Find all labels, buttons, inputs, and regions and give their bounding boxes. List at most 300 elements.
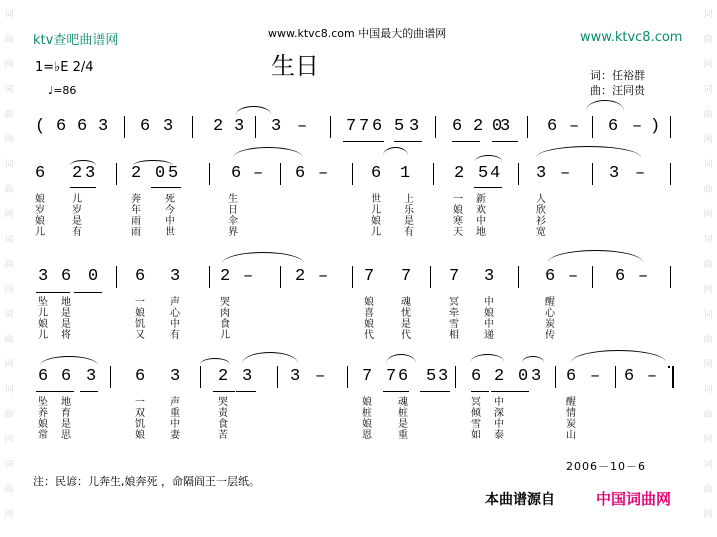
note-number: –: [243, 267, 254, 286]
beam-underline: [236, 391, 256, 392]
note-number: 6: [371, 164, 382, 183]
lyric-char: 是: [61, 308, 71, 319]
lyric-char: 忧: [401, 308, 411, 319]
slur: [70, 160, 96, 171]
watermark-column-left: [2, 0, 16, 537]
lyric-char: 天: [453, 227, 463, 238]
lyric-char: 情: [566, 408, 576, 419]
watermark-char: 词: [4, 385, 14, 395]
bar-line: [672, 366, 674, 388]
lyric-char: 哭: [220, 297, 230, 308]
lyric-char: 传: [545, 330, 555, 341]
note-number: –: [569, 117, 580, 136]
bar-line: [435, 116, 436, 138]
lyric-char: 新: [476, 194, 486, 205]
lyric-char: 苦: [218, 430, 228, 441]
watermark-column-right: [701, 0, 715, 537]
lyric-char: 魂: [401, 297, 411, 308]
lyric-char: 死: [165, 194, 175, 205]
bar-line: [116, 163, 117, 185]
note-number: –: [297, 117, 308, 136]
note-number: 2: [218, 367, 229, 386]
note-number: –: [590, 367, 601, 386]
lyric-char: 食: [220, 319, 230, 330]
beam-underline: [213, 391, 235, 392]
slur: [236, 106, 271, 123]
lyric-char: 责: [218, 408, 228, 419]
lyric-char: 地: [476, 227, 486, 238]
note-number: 6: [624, 367, 635, 386]
note-number: 2: [473, 117, 484, 136]
lyric-char: 中: [170, 419, 180, 430]
bar-line: [347, 366, 348, 388]
watermark-char: 曲: [4, 185, 14, 195]
watermark-char: 词: [4, 310, 14, 320]
note-number: –: [568, 267, 579, 286]
note-number: 6: [295, 164, 306, 183]
watermark-char: 曲: [4, 335, 14, 345]
bar-line: [668, 366, 670, 368]
watermark-char: 曲: [703, 410, 713, 420]
lyric-char: 一: [135, 397, 145, 408]
lyric-char: 是: [61, 319, 71, 330]
lyric-char: 中: [170, 319, 180, 330]
lyric-char: 饥: [135, 319, 145, 330]
lyric-char: 娘: [364, 319, 374, 330]
note-number: 3: [242, 367, 253, 386]
watermark-char: 网: [703, 285, 713, 295]
slur: [571, 350, 666, 375]
lyric-char: 桩: [398, 408, 408, 419]
bar-line: [352, 266, 353, 288]
key-signature: 1=♭E 2/4: [35, 60, 94, 75]
watermark-char: 网: [4, 60, 14, 70]
lyric-char: 心: [545, 308, 555, 319]
lyric-char: 娘: [453, 205, 463, 216]
note-number: 0: [155, 164, 166, 183]
watermark-char: 曲: [703, 110, 713, 120]
lyric-char: 雨: [131, 216, 141, 227]
lyric-char: 世: [371, 194, 381, 205]
slur: [548, 250, 643, 275]
watermark-char: 网: [703, 435, 713, 445]
beam-underline: [474, 187, 502, 188]
note-number: 6: [61, 267, 72, 286]
watermark-char: 网: [703, 135, 713, 145]
lyric-char: 哭: [218, 397, 228, 408]
bar-line: [555, 366, 556, 388]
bar-line: [670, 266, 671, 288]
bar-line: [518, 163, 519, 185]
note-number: 3: [484, 267, 495, 286]
note-number: 6: [545, 267, 556, 286]
lyric-char: 饥: [135, 419, 145, 430]
watermark-char: 词: [703, 460, 713, 470]
watermark-char: 网: [703, 510, 713, 520]
lyric-char: 桩: [362, 408, 372, 419]
lyric-char: 娘: [38, 419, 48, 430]
watermark-char: 词: [703, 235, 713, 245]
lyric-char: 恩: [362, 430, 372, 441]
note-number: 3: [163, 117, 174, 136]
watermark-char: 曲: [703, 185, 713, 195]
note-number: 6: [140, 117, 151, 136]
lyric-char: 有: [170, 330, 180, 341]
note-number: 3: [531, 367, 542, 386]
slur: [233, 147, 303, 168]
note-number: 6: [372, 117, 383, 136]
note-number: 6: [452, 117, 463, 136]
note-number: 2: [454, 164, 465, 183]
bar-line: [124, 116, 125, 138]
watermark-char: 网: [703, 360, 713, 370]
lyric-char: 中: [484, 319, 494, 330]
slur: [242, 352, 298, 375]
note-number: 3: [409, 117, 420, 136]
slur: [586, 100, 624, 121]
lyric-char: 娘: [371, 216, 381, 227]
note-number: 6: [38, 367, 49, 386]
beam-underline: [394, 141, 422, 142]
note-number: –: [318, 267, 329, 286]
lyric-char: 伞: [228, 216, 238, 227]
note-number: 2: [494, 367, 505, 386]
source-site: 中国词曲网: [596, 490, 672, 508]
note-number: –: [635, 164, 646, 183]
slur: [471, 354, 504, 369]
note-number: 2: [72, 164, 83, 183]
watermark-char: 词: [703, 85, 713, 95]
note-number: –: [318, 164, 329, 183]
watermark-char: 网: [703, 60, 713, 70]
watermark-char: 网: [4, 510, 14, 520]
lyric-char: 倾: [471, 408, 481, 419]
lyric-char: 一: [453, 194, 463, 205]
beam-underline: [151, 187, 181, 188]
slur: [133, 160, 173, 171]
footnote: 注：民谚：儿奔生,娘奔死 ，命隔阎王一层纸。: [33, 475, 260, 488]
source-label: 本曲谱源自: [485, 492, 555, 508]
lyric-char: 娘: [362, 397, 372, 408]
lyric-char: 醒: [545, 297, 555, 308]
watermark-char: 曲: [703, 35, 713, 45]
lyric-char: 岁: [35, 205, 45, 216]
lyric-char: 中: [165, 216, 175, 227]
lyric-char: 养: [38, 408, 48, 419]
lyric-char: 儿: [72, 194, 82, 205]
lyric-char: 相: [449, 330, 459, 341]
lyric-char: 年: [131, 205, 141, 216]
lyric-char: 界: [228, 227, 238, 238]
lyric-char: 将: [61, 330, 71, 341]
date: 2006－10－6: [566, 460, 646, 473]
lyric-char: 今: [165, 205, 175, 216]
watermark-char: 网: [703, 210, 713, 220]
lyric-char: 中: [494, 397, 504, 408]
watermark-char: 词: [4, 460, 14, 470]
lyric-char: 娘: [35, 216, 45, 227]
note-number: 3: [98, 117, 109, 136]
lyric-char: 食: [218, 419, 228, 430]
note-number: –: [647, 367, 658, 386]
note-number: 3: [500, 117, 511, 136]
note-number: 2: [295, 267, 306, 286]
lyric-char: 上: [404, 194, 414, 205]
watermark-char: 词: [4, 160, 14, 170]
beam-underline: [343, 141, 384, 142]
note-number: 2: [131, 164, 142, 183]
lyric-char: 重: [170, 408, 180, 419]
note-number: 6: [135, 367, 146, 386]
note-number: 2: [213, 117, 224, 136]
note-number: 5: [426, 367, 437, 386]
note-number: 6: [61, 367, 72, 386]
beam-underline: [471, 391, 489, 392]
slur: [200, 358, 230, 371]
lyric-char: 奔: [131, 194, 141, 205]
note-number: 6: [35, 164, 46, 183]
lyric-char: 儿: [371, 227, 381, 238]
note-number: 3: [609, 164, 620, 183]
bar-line: [455, 366, 456, 388]
bar-line: [352, 163, 353, 185]
beam-underline: [36, 292, 70, 293]
bar-line: [670, 163, 671, 185]
note-number: 7: [449, 267, 460, 286]
lyric-char: 魂: [398, 397, 408, 408]
bar-line: [330, 116, 331, 138]
beam-underline: [452, 141, 480, 142]
lyric-char: 娘: [484, 308, 494, 319]
note-number: 5: [394, 117, 405, 136]
watermark-char: 网: [4, 360, 14, 370]
lyric-char: 醒: [566, 397, 576, 408]
watermark-char: 曲: [703, 335, 713, 345]
note-number: 2: [220, 267, 231, 286]
note-number: 7: [362, 367, 373, 386]
note-number: 6: [471, 367, 482, 386]
note-number: –: [638, 267, 649, 286]
bar-line: [430, 266, 431, 288]
note-number: 0: [518, 367, 529, 386]
note-number: 3: [536, 164, 547, 183]
lyric-char: 儿: [220, 330, 230, 341]
lyric-char: 代: [364, 330, 374, 341]
watermark-char: 曲: [4, 35, 14, 45]
lyric-char: 寒: [453, 216, 463, 227]
note-number: –: [253, 164, 264, 183]
lyric-char: 雪: [471, 419, 481, 430]
lyric-char: 妻: [170, 430, 180, 441]
lyric-char: 日: [228, 205, 238, 216]
lyric-char: 坠: [38, 297, 48, 308]
beam-underline: [80, 391, 98, 392]
note-number: 7: [359, 117, 370, 136]
note-number: 3: [86, 367, 97, 386]
note-number: 3: [271, 117, 282, 136]
lyric-char: 儿: [38, 330, 48, 341]
lyric-char: 衫: [536, 216, 546, 227]
composer-credit: 曲：汪同贵: [590, 84, 645, 97]
watermark-char: 网: [4, 435, 14, 445]
lyric-char: 坠: [38, 397, 48, 408]
watermark-char: 曲: [4, 260, 14, 270]
lyric-char: 又: [135, 330, 145, 341]
note-number: 7: [346, 117, 357, 136]
lyric-char: 递: [484, 330, 494, 341]
note-number: 3: [234, 117, 245, 136]
lyric-char: 雪: [449, 319, 459, 330]
bar-line: [433, 163, 434, 185]
note-number: 6: [231, 164, 242, 183]
lyric-char: 是: [401, 319, 411, 330]
bar-line: [209, 163, 210, 185]
lyric-char: 宽: [536, 227, 546, 238]
note-number: –: [632, 117, 643, 136]
note-number: –: [560, 164, 571, 183]
lyric-char: 中: [476, 216, 486, 227]
lyric-char: 世: [165, 227, 175, 238]
beam-underline: [420, 391, 450, 392]
beam-underline: [491, 391, 529, 392]
slur: [475, 155, 502, 168]
watermark-char: 词: [4, 10, 14, 20]
note-number: 6: [135, 267, 146, 286]
lyric-char: 冥: [449, 297, 459, 308]
note-number: 5: [478, 164, 489, 183]
song-title: 生日: [271, 52, 319, 80]
slur: [222, 252, 304, 275]
lyric-char: 代: [401, 330, 411, 341]
lyric-char: 重: [398, 430, 408, 441]
lyric-char: 娘: [362, 419, 372, 430]
tempo-marking: ♩=86: [48, 84, 77, 97]
beam-underline: [74, 292, 102, 293]
lyric-char: 牵: [449, 308, 459, 319]
note-number: 4: [490, 164, 501, 183]
lyric-char: 育: [61, 408, 71, 419]
note-number: 7: [386, 367, 397, 386]
note-number: 6: [608, 117, 619, 136]
watermark-char: 词: [4, 235, 14, 245]
lyric-char: 中: [484, 297, 494, 308]
lyric-char: 深: [494, 408, 504, 419]
lyric-char: 炭: [545, 319, 555, 330]
note-number: 0: [492, 117, 503, 136]
lyric-char: 儿: [35, 227, 45, 238]
site-tagline: www.ktvc8.com 中国最大的曲谱网: [268, 27, 447, 40]
watermark-char: 词: [703, 10, 713, 20]
slur: [536, 146, 641, 169]
lyric-char: 肉: [220, 308, 230, 319]
lyric-char: 常: [38, 430, 48, 441]
lyric-char: 是: [72, 216, 82, 227]
bar-line: [192, 116, 193, 138]
lyric-char: 是: [398, 419, 408, 430]
lyric-char: 娘: [38, 319, 48, 330]
watermark-char: 词: [703, 385, 713, 395]
lyric-char: 声: [170, 397, 180, 408]
watermark-char: 网: [4, 135, 14, 145]
note-number: 7: [401, 267, 412, 286]
lyric-char: 地: [61, 397, 71, 408]
note-number: 6: [398, 367, 409, 386]
lyricist-credit: 词：任裕群: [590, 69, 645, 82]
lyric-char: 欣: [536, 205, 546, 216]
lyric-char: 喜: [364, 308, 374, 319]
slur: [40, 356, 98, 375]
lyric-char: 泰: [494, 430, 504, 441]
slur: [522, 356, 544, 369]
lyric-char: 岁: [72, 205, 82, 216]
beam-underline: [36, 391, 74, 392]
lyric-char: 心: [170, 308, 180, 319]
lyric-char: 人: [536, 194, 546, 205]
watermark-char: 曲: [4, 485, 14, 495]
watermark-char: 网: [4, 210, 14, 220]
note-number: 6: [77, 117, 88, 136]
watermark-char: 网: [4, 285, 14, 295]
slur: [386, 354, 416, 373]
watermark-char: 词: [703, 310, 713, 320]
lyric-char: 是: [404, 216, 414, 227]
lyric-char: 一: [135, 297, 145, 308]
note-number: 6: [566, 367, 577, 386]
lyric-char: 儿: [371, 205, 381, 216]
watermark-char: 曲: [703, 485, 713, 495]
lyric-char: 娘: [135, 430, 145, 441]
slur: [383, 147, 408, 164]
note-number: 3: [170, 267, 181, 286]
beam-underline: [492, 141, 518, 142]
lyric-char: 如: [471, 430, 481, 441]
note-number: ): [650, 117, 661, 136]
note-number: 3: [85, 164, 96, 183]
lyric-char: 声: [170, 297, 180, 308]
watermark-char: 曲: [703, 260, 713, 270]
bar-line: [527, 116, 528, 138]
note-number: 3: [438, 367, 449, 386]
lyric-char: 有: [72, 227, 82, 238]
watermark-char: 词: [703, 160, 713, 170]
bar-line: [110, 366, 111, 388]
lyric-char: 乐: [404, 205, 414, 216]
bar-line: [518, 266, 519, 288]
lyric-char: 山: [566, 430, 576, 441]
note-number: (: [35, 117, 46, 136]
note-number: 1: [400, 164, 411, 183]
watermark-char: 词: [4, 85, 14, 95]
note-number: 3: [170, 367, 181, 386]
lyric-char: 娘: [135, 308, 145, 319]
note-number: 0: [88, 267, 99, 286]
beam-underline: [70, 187, 96, 188]
note-number: 6: [615, 267, 626, 286]
lyric-char: 雨: [131, 227, 141, 238]
bar-line: [209, 266, 210, 288]
watermark-char: 曲: [4, 110, 14, 120]
lyric-char: 生: [228, 194, 238, 205]
lyric-char: 冥: [471, 397, 481, 408]
note-number: 3: [290, 367, 301, 386]
note-number: 7: [364, 267, 375, 286]
lyric-char: 炭: [566, 419, 576, 430]
note-number: 6: [56, 117, 67, 136]
note-number: 5: [168, 164, 179, 183]
lyric-char: 思: [61, 430, 71, 441]
note-number: 6: [547, 117, 558, 136]
bar-line: [670, 116, 671, 138]
